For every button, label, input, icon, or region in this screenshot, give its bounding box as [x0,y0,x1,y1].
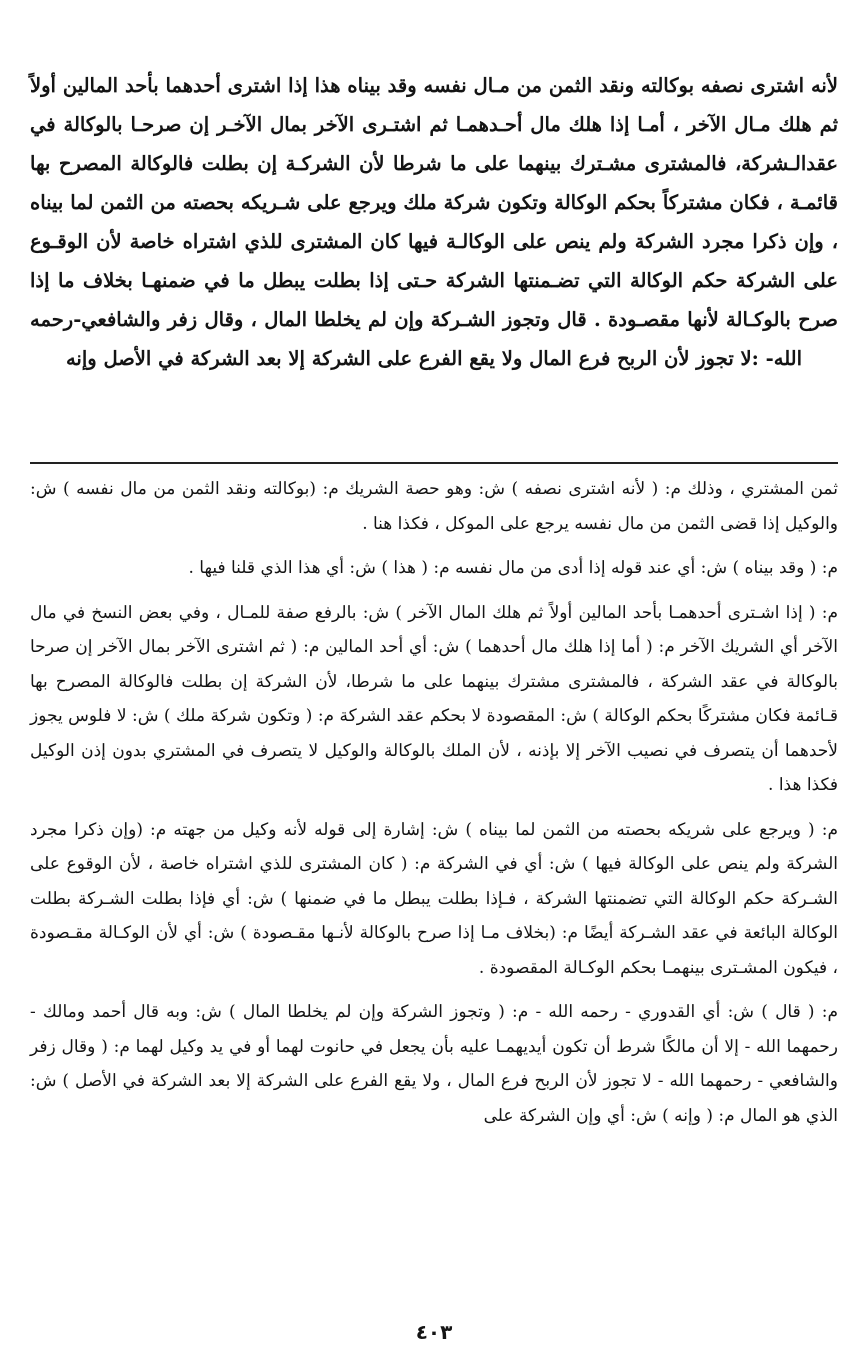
commentary-paragraph: م: ( إذا اشـترى أحدهمـا بأحد المالين أولاً ثم هلك المال الآخر ) ش: بالرفع صفة للمـال ، وفي بعض النسخ في مال الآخر أي الشريك الآخر م: ( أما إذا هلك مال أحدهما ) ش: أي أحد المالين م: ( ثم اشترى الآخر بمال الآخر إن صرحا بالوكالة في عقد الشركة ، فالمشترى مشترك بينهما على ما شرطا، لأن الشركة إن بطلت فالوكالة المصرح بها قـائمة فكان مشتركًا بحكم الوكالة ) ش: المقصودة لا بحكم عقد الشركة م: ( وتكون شركة ملك ) ش: لا فلوس يجوز لأحدهما أن يتصرف في نصيب الآخر إلا بإذنه ، لأن الملك بالوكالة والوكيل لا يتصرف في المشتري بدون إذن الوكيل فكذا هذا . [30,602,839,795]
commentary-paragraph: م: ( ويرجع على شريكه بحصته من الثمن لما بيناه ) ش: إشارة إلى قوله لأنه وكيل من جهته م: (وإن ذكرا مجرد الشركة ولم ينص على الوكالة فيها ) ش: أي في الشركة م: ( كان المشترى للذي اشتراه خاصة ، لأن الوقوع على الشـركة حكم الوكالة التي تضمنتها الشركة ، فـإذا بطلت يبطل ما في ضمنها ) ش: أي فإذا بطلت الشـركة بطلت الوكالة البائعة في عقد الشـركة أيضًا م: (بخلاف مـا إذا صرح بالوكالة لأنـها مقـصودة ) ش: أي لأن الوكـالة مقـصودة ، فيكون المشـترى بينهمـا بحكم الوكـالة المقصودة . [30,819,838,978]
main-text: لأنه اشترى نصفه بوكالته ونقد الثمن من مـال نفسه وقد بيناه هذا إذا اشترى أحدهما بأحد المالين أولاً ثم هلك مـال الآخر ، أمـا إذا هلك مال أحـدهمـا ثم اشتـرى الآخر بمال الآخـر إن صرحـا بالوكالة في عقدالـشركة، فالمشترى مشـترك بينهما على ما شرطا لأن الشركـة إن بطلت فالوكالة المصرح بها قائمـة ، فكان مشتركاً بحكم الوكالة وتكون شركة ملك ويرجع على شـريكه بحصته من الثمن لما بيناه ، وإن ذكرا مجرد الشركة ولم ينص على الوكالـة فيها كان المشترى للذي اشتراه خاصة لأن الوقـوع على الشركة حكم الوكالة التي تضـمنتها الشركة حـتى إذا بطلت يبطل ما في ضمنهـا بخلاف ما إذا صرح بالوكـالة لأنها مقصـودة . قال وتجوز الشـركة وإن لم يخلطا المال ، وقال زفر والشافعي-رحمه الله- :لا تجوز لأن الربح فرع المال ولا يقع الفرع على الشركة إلا بعد الشركة في الأصل وإنه [30,74,838,370]
commentary-paragraph: ثمن المشتري ، وذلك م: ( لأنه اشترى نصفه ) ش: وهو حصة الشريك م: (بوكالته ونقد الثمن من مال نفسه ) ش: والوكيل إذا قضى الثمن من مال نفسه يرجع على الموكل ، فكذا هنا . [30,479,838,534]
commentary-paragraph: م: ( قال ) ش: أي القدوري - رحمه الله - م: ( وتجوز الشركة وإن لم يخلطا المال ) ش: وبه قال أحمد ومالك - رحمهما الله - إلا أن مالكًا شرط أن تكون أيديهمـا عليه بأن يجعل في حانوت لهما أو في يد وكيل لهما م: ( وقال زفر والشافعي - رحمهما الله - لا تجوز لأن الربح فرع المال ، ولا يقع الفرع على الشركة إلا بعد الشركة في الأصل ) ش: الذي هو المال م: ( وإنه ) ش: أي وإن الشركة على [30,1002,838,1126]
page-number: ٤٠٣ [415,1320,453,1344]
footnote-divider [30,462,838,464]
commentary-paragraph: م: ( وقد بيناه ) ش: أي عند قوله إذا أدى من مال نفسه م: ( هذا ) ش: أي هذا الذي قلنا فيها . [188,558,838,578]
main-text-block [30,66,838,378]
commentary-block [30,472,838,1143]
